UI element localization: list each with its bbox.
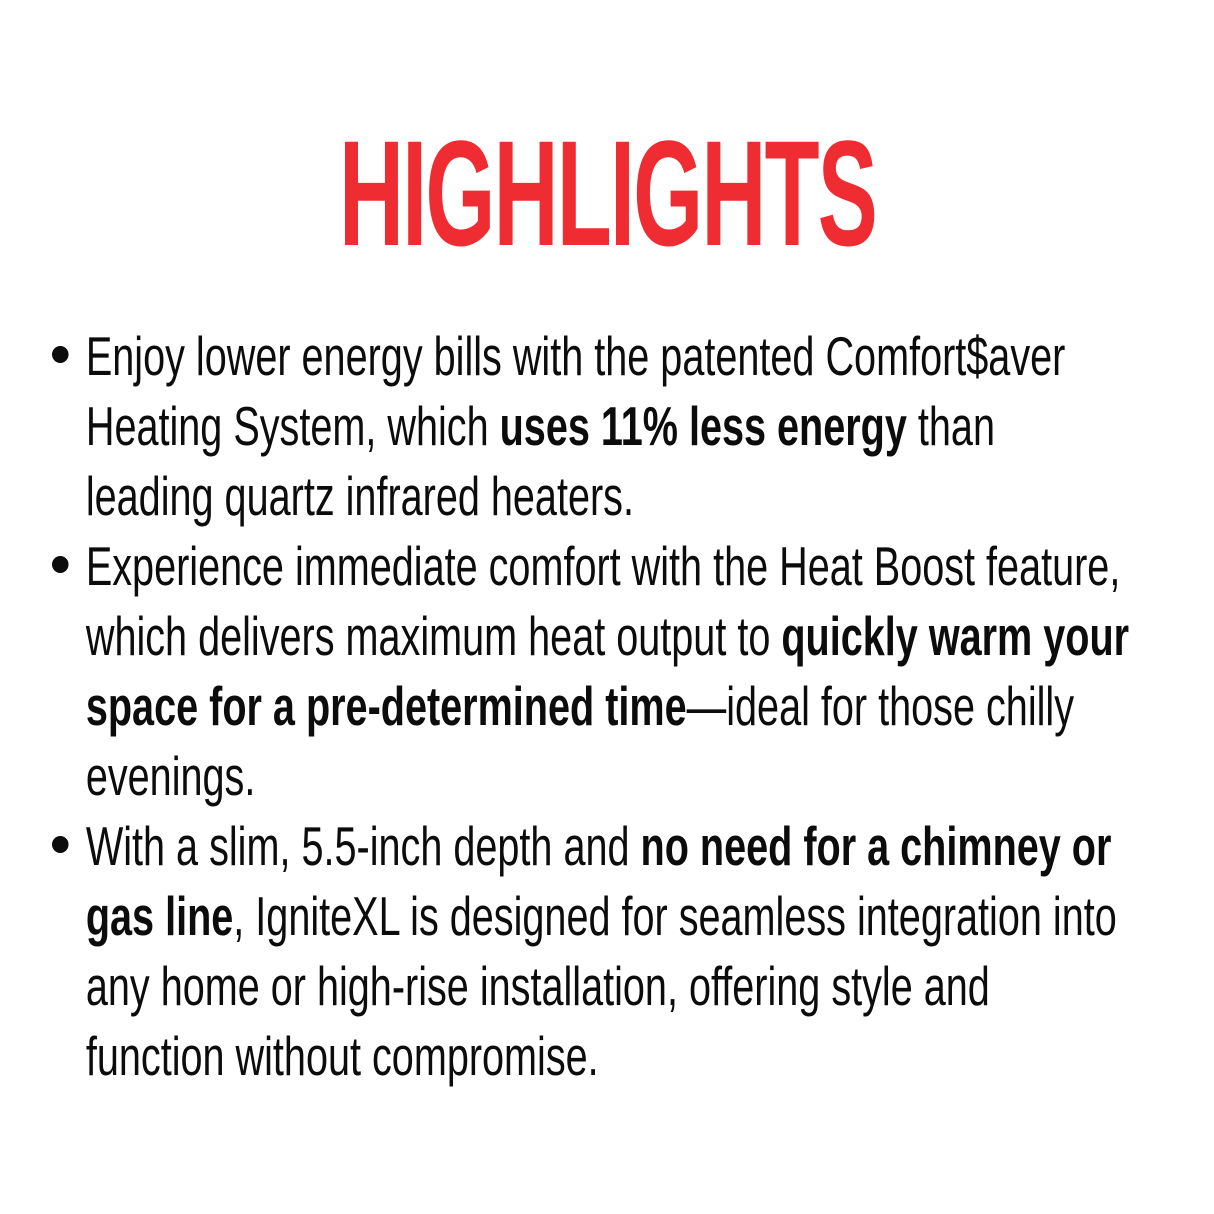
text-segment: With a slim, 5.5-inch depth and xyxy=(85,815,641,877)
list-item-text xyxy=(86,811,1132,1091)
text-segment-bold: quickly warm your space for a pre-determined time xyxy=(85,605,1130,737)
list-item-text xyxy=(86,321,1132,531)
list-item xyxy=(52,321,1132,531)
highlights-list xyxy=(52,321,1132,1091)
text-segment-bold: uses 11% less energy xyxy=(499,395,907,457)
list-item xyxy=(52,811,1132,1091)
text-segment: —ideal for those chilly evenings. xyxy=(85,675,1075,807)
text-segment-bold: no need for a chimney or gas line xyxy=(85,815,1112,947)
bullet-dot xyxy=(52,346,69,363)
page-title: HIGHLIGHTS xyxy=(338,109,876,277)
highlights-content xyxy=(52,321,1132,1091)
text-segment: , IgniteXL is designed for seamless integration into any home or high-rise installation, offering style and function without compromise. xyxy=(85,885,1117,1087)
list-item-text xyxy=(86,531,1132,811)
bullet-dot xyxy=(52,836,69,853)
text-segment: Enjoy lower energy bills with the patented Comfort$aver Heating System, which xyxy=(85,325,1066,457)
bullet-dot xyxy=(52,556,69,573)
list-item xyxy=(52,531,1132,811)
text-segment: Experience immediate comfort with the Heat Boost feature, which delivers maximum heat output to xyxy=(85,535,1121,667)
title-container xyxy=(0,0,1214,277)
text-segment: than leading quartz infrared heaters. xyxy=(85,395,995,527)
